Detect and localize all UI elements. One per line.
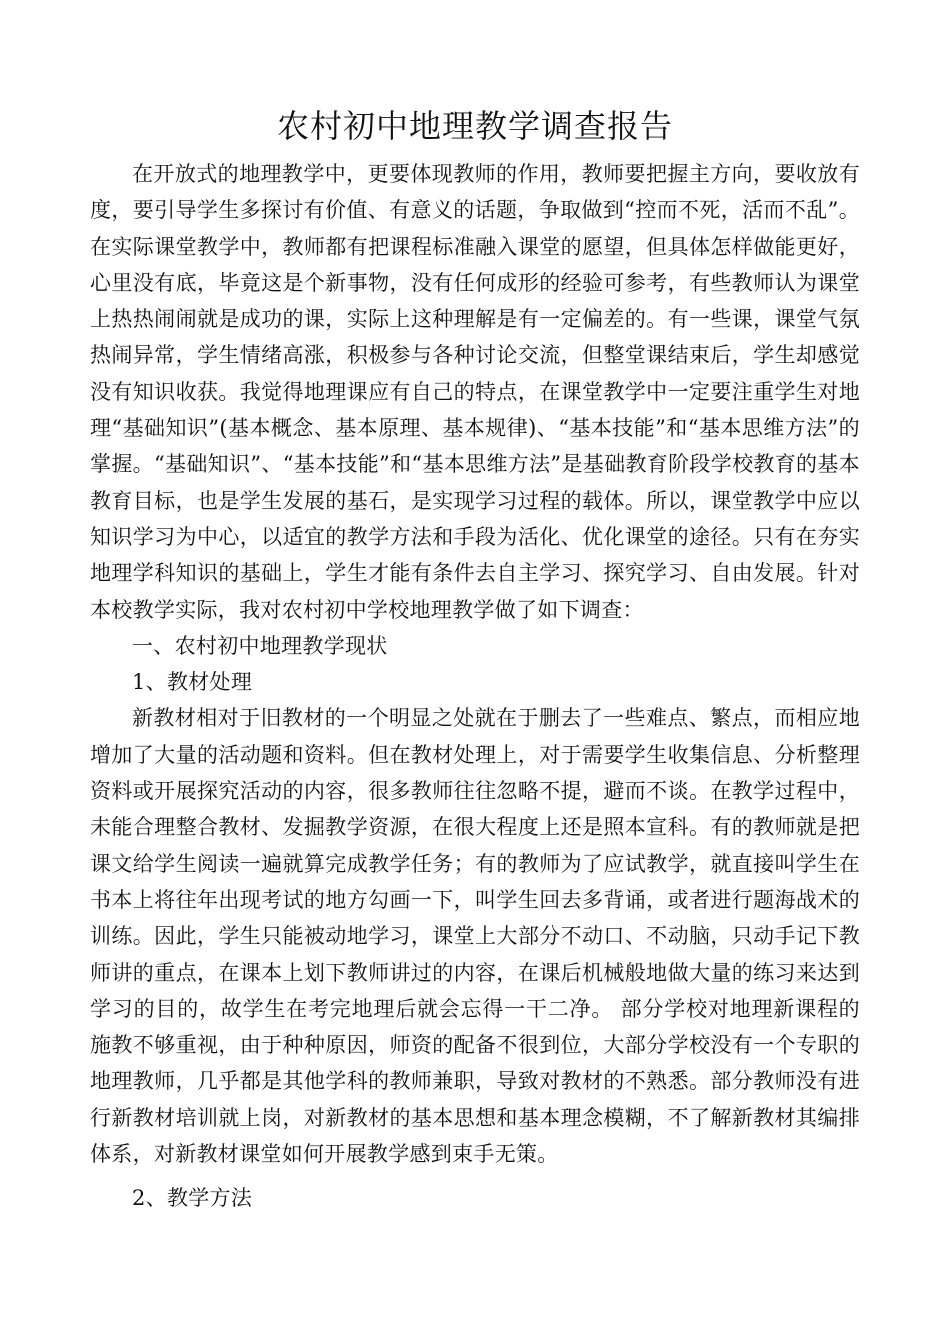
subsection-heading-teaching-methods: 2、教学方法	[132, 1186, 253, 1211]
subsection-heading-textbook-handling: 1、教材处理	[132, 670, 253, 695]
intro-paragraph: 在开放式的地理教学中，更要体现教师的作用，教师要把握主方向，要收放有度，要引导学生多探讨有价值、有意义的话题，争取做到“控而不死，活而不乱”。在实际课堂教学中，教师都有把课程标准融入课堂的愿望，但具体怎样做能更好，心里没有底，毕竟这是个新事物，没有任何成形的经验可参考，有些教师认为课堂上热热闹闹就是成功的课，实际上这种理解是有一定偏差的。有一些课，课堂气氛热闹异常，学生情绪高涨，积极参与各种讨论交流，但整堂课结束后，学生却感觉没有知识收获。我觉得地理课应有自己的特点，在课堂教学中一定要注重学生对地理“基础知识”(基本概念、基本原理、基本规律)、“基本技能”和“基本思维方法”的掌握。“基础知识”、“基本技能”和“基本思维方法”是基础教育阶段学校教育的基本教育目标，也是学生发展的基石，是实现学习过程的载体。所以，课堂教学中应以知识学习为中心，以适宜的教学方法和手段为活化、优化课堂的途径。只有在夯实地理学科知识的基础上，学生才能有条件去自主学习、探究学习、自由发展。针对本校教学实际，我对农村初中学校地理教学做了如下调查：	[90, 162, 860, 622]
document-title: 农村初中地理教学调查报告	[276, 107, 673, 145]
document-body	[90, 100, 860, 1217]
textbook-handling-paragraph: 新教材相对于旧教材的一个明显之处就在于删去了一些难点、繁点，而相应地增加了大量的活动题和资料。但在教材处理上，对于需要学生收集信息、分析整理资料或开展探究活动的内容，很多教师往往忽略不提，避而不谈。在教学过程中，未能合理整合教材、发掘教学资源，在很大程度上还是照本宣科。有的教师就是把课文给学生阅读一遍就算完成教学任务；有的教师为了应试教学，就直接叫学生在书本上将往年出现考试的地方勾画一下，叫学生回去多背诵，或者进行题海战术的训练。因此，学生只能被动地学习，课堂上大部分不动口、不动脑，只动手记下教师讲的重点，在课本上划下教师讲过的内容，在课后机械般地做大量的练习来达到学习的目的，故学生在考完地理后就会忘得一干二净。 部分学校对地理新课程的施教不够重视，由于种种原因，师资的配备不很到位，大部分学校没有一个专职的地理教师，几乎都是其他学科的教师兼职，导致对教材的不熟悉。部分教师没有进行新教材培训就上岗，对新教材的基本思想和基本理念模糊，不了解新教材其编排体系，对新教材课堂如何开展教学感到束手无策。	[90, 706, 860, 1167]
section-heading-current-status: 一、农村初中地理教学现状	[132, 633, 388, 658]
